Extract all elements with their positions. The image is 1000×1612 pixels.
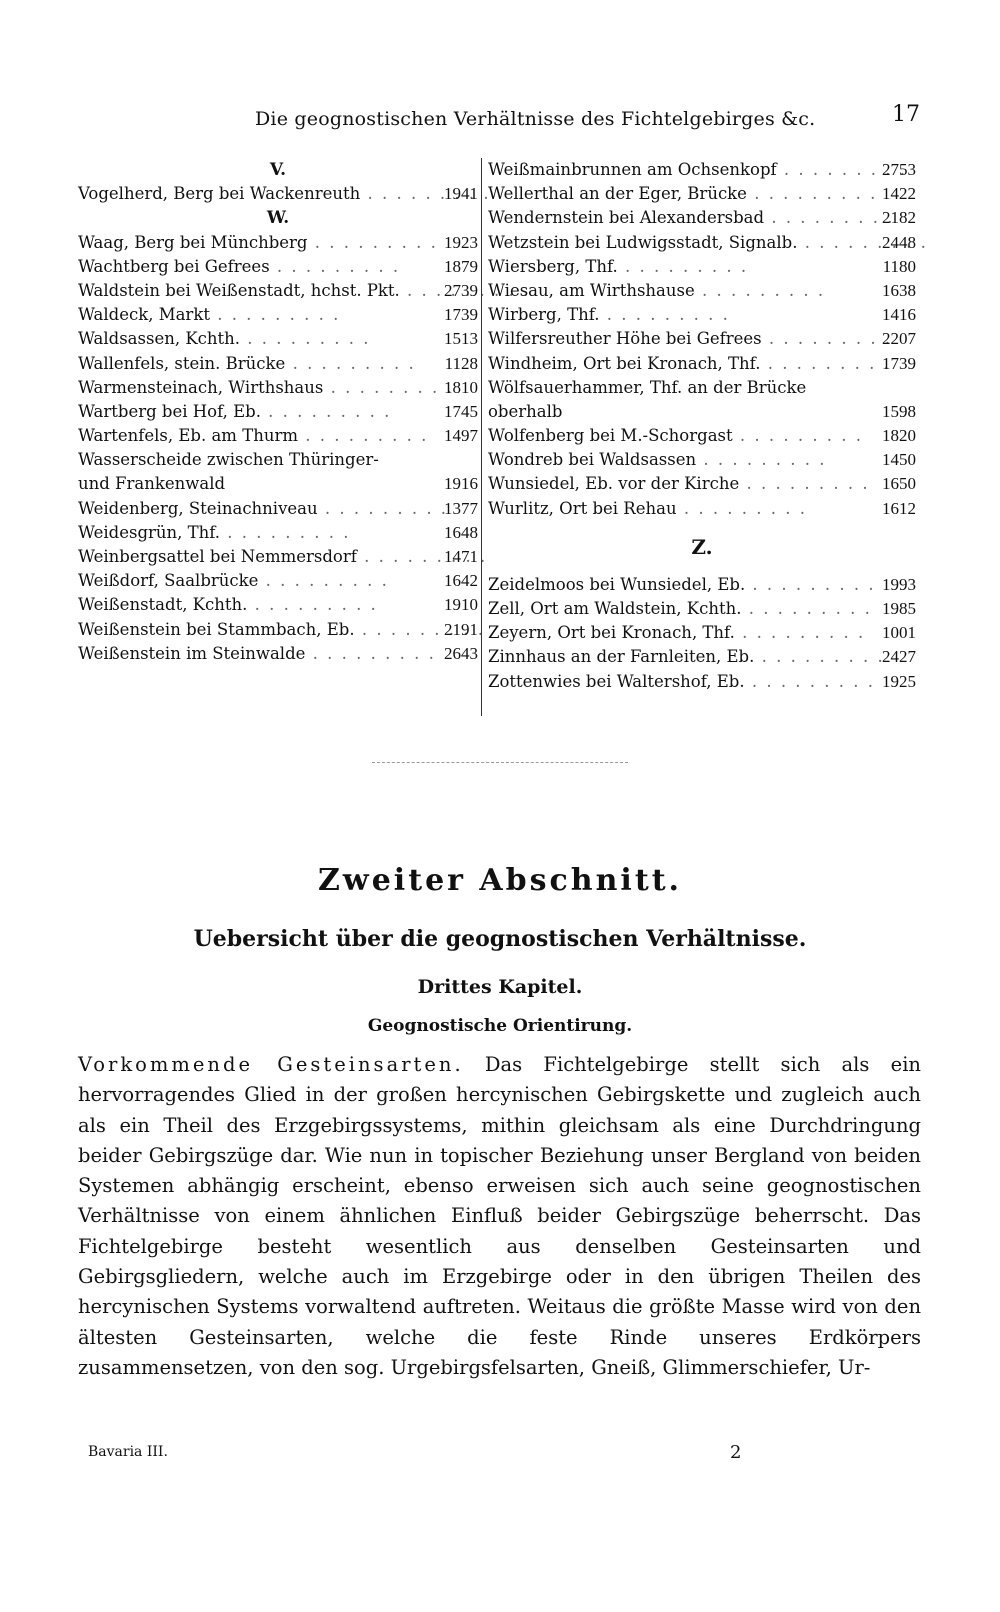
- index-entry: [488, 182, 916, 206]
- index-entry: [488, 255, 916, 279]
- column-divider: [481, 158, 482, 716]
- index-entry: [488, 352, 916, 376]
- entry-elevation: 2643: [444, 643, 478, 663]
- entry-elevation: 1820: [882, 426, 916, 446]
- entry-place-name: Waag, Berg bei Münchberg . . .: [78, 231, 438, 255]
- entry-elevation: 1650: [882, 474, 916, 494]
- entry-elevation: 1993: [882, 574, 916, 594]
- entry-elevation: 2448: [882, 232, 916, 252]
- index-entry: [488, 327, 916, 351]
- index-entry: [488, 645, 916, 669]
- index-entry: [488, 303, 916, 327]
- entry-place-name: Wartenfels, Eb. am Thurm . . .: [78, 424, 428, 448]
- entry-elevation: 1739: [444, 305, 478, 325]
- paragraph-text: Das Fichtelgebirge stellt sich als ein hervorragendes Glied in der großen hercynischen Gebirgskette und zugleich auch als ein Theil des Erzgebirgssystems, mithin gleichsam als eine Durchdringung beider Gebirgszüge dar. Wie nun in topischer Beziehung unser Bergland von beiden Systemen abhängig erscheint, ebenso erweisen sich auch seine geognostischen Verhältnisse von einem ähnlichen Einfluß beider Gebirgszüge beherrscht. Das Fichtelgebirge besteht wesentlich aus denselben Gesteinsarten und Gebirgsgliedern, welche auch im Erzgebirge oder in den übrigen Theilen des hercynischen Systems vorwaltend auftreten. Weitaus die größte Masse wird von den ältesten Gesteinsarten, welche die feste Rinde unseres Erdkörpers zusammensetzen, von den sog. Urgebirgsfelsarten, Gneiß, Glimmerschiefer, Ur-: [78, 1053, 921, 1379]
- entry-place-name: Zinnhaus an der Farnleiten, Eb. . . .: [488, 645, 885, 669]
- entry-place-name: Zottenwies bei Waltershof, Eb. . . .: [488, 670, 875, 694]
- index-entry: [78, 545, 478, 569]
- index-entry: [78, 400, 478, 424]
- entry-place-name: Weißenstein bei Stammbach, Eb. . . .: [78, 618, 485, 642]
- index-entry: [78, 327, 478, 351]
- entry-elevation: 1598: [882, 401, 916, 421]
- entry-place-name: Wondreb bei Waldsassen . . .: [488, 448, 827, 472]
- index-letter-heading: Z.: [691, 534, 713, 559]
- index-entry: [488, 376, 916, 424]
- section-separator: [372, 762, 628, 763]
- section-title: Zweiter Abschnitt.: [318, 863, 682, 898]
- entry-elevation: 1916: [444, 474, 478, 494]
- entry-place-name: Windheim, Ort bei Kronach, Thf. . . .: [488, 352, 891, 376]
- index-entry: [488, 597, 916, 621]
- page-header: [80, 104, 920, 138]
- entry-place-name: Weißdorf, Saalbrücke . . .: [78, 569, 389, 593]
- entry-place-name: Wiersberg, Thf. . . .: [488, 255, 748, 279]
- entry-place-name: Wendernstein bei Alexandersbad . . .: [488, 206, 895, 230]
- entry-elevation: 2427: [882, 647, 916, 667]
- entry-place-name: Weinbergsattel bei Nemmersdorf . . .: [78, 545, 487, 569]
- index-entry: [488, 424, 916, 448]
- index-entry: [78, 593, 478, 617]
- entry-place-name: Waldeck, Markt . . .: [78, 303, 340, 327]
- index-entry: [78, 303, 478, 327]
- entry-place-name: Wilfersreuther Höhe bei Gefrees . . .: [488, 327, 892, 351]
- entry-elevation: 2739: [444, 280, 478, 300]
- page-footer: [80, 1442, 780, 1472]
- entry-place-name: Wiesau, am Wirthshause . . .: [488, 279, 825, 303]
- section-headings: [80, 856, 920, 1040]
- entry-elevation: 1923: [444, 232, 478, 252]
- index-entry: [78, 255, 478, 279]
- entry-elevation: 1422: [882, 184, 916, 204]
- entry-elevation: 1497: [444, 426, 478, 446]
- entry-place-name: Wölfsauerhammer, Thf. an der Brücke oberhalb: [488, 377, 807, 421]
- entry-elevation: 1513: [444, 329, 478, 349]
- index-entry: [78, 182, 478, 206]
- entry-place-name: Zeyern, Ort bei Kronach, Thf. . . .: [488, 621, 865, 645]
- running-title: Die geognostischen Verhältnisse des Fichtelgebirges &c.: [255, 108, 816, 130]
- entry-place-name: Waldsassen, Kchth. . . .: [78, 327, 370, 351]
- entry-place-name: Wachtberg bei Gefrees . . .: [78, 255, 400, 279]
- index-entry: [488, 497, 916, 521]
- printer-signature: Bavaria III.: [88, 1444, 168, 1460]
- entry-elevation: 1810: [444, 377, 478, 397]
- entry-elevation: 1128: [444, 353, 478, 373]
- entry-place-name: Weidesgrün, Thf. . . .: [78, 521, 350, 545]
- entry-elevation: 1910: [444, 595, 478, 615]
- index-entry: [488, 472, 916, 496]
- index-entry: [78, 497, 478, 521]
- entry-elevation: 2207: [882, 329, 916, 349]
- entry-place-name: Wellerthal an der Eger, Brücke . . .: [488, 182, 877, 206]
- entry-place-name: Wunsiedel, Eb. vor der Kirche . . .: [488, 472, 870, 496]
- entry-elevation: 2753: [882, 160, 916, 179]
- entry-place-name: Warmensteinach, Wirthshaus . . .: [78, 376, 454, 400]
- entry-place-name: Zeidelmoos bei Wunsiedel, Eb. . . .: [488, 573, 876, 597]
- entry-elevation: 1612: [882, 498, 916, 518]
- entry-elevation: 1638: [882, 280, 916, 300]
- entry-elevation: 1377: [444, 498, 478, 518]
- entry-place-name: Wirberg, Thf. . . .: [488, 303, 730, 327]
- entry-elevation: 1180: [882, 256, 916, 276]
- entry-elevation: 1925: [882, 671, 916, 691]
- entry-elevation: 1985: [882, 599, 916, 619]
- index-entry: [488, 621, 916, 645]
- entry-place-name: Wasserscheide zwischen Thüringer- und Frankenwald: [78, 450, 379, 494]
- index-letter-heading: W.: [266, 208, 290, 229]
- entry-elevation: 1450: [882, 450, 916, 470]
- entry-elevation: 1642: [444, 571, 478, 591]
- entry-place-name: Weißenstadt, Kchth. . . .: [78, 593, 378, 617]
- entry-elevation: 1739: [882, 353, 916, 373]
- index-entry: [78, 376, 478, 400]
- topic-title: Geognostische Orientirung.: [367, 1016, 633, 1036]
- place-elevation-index: [78, 158, 916, 720]
- chapter-title: Drittes Kapitel.: [417, 976, 583, 998]
- index-entry: [488, 206, 916, 230]
- index-entry: [78, 569, 478, 593]
- index-entry: [78, 521, 478, 545]
- page-number: 17: [892, 102, 920, 127]
- entry-elevation: 1416: [882, 305, 916, 325]
- paragraph-lead: Vorkommende Gesteinsarten.: [78, 1053, 464, 1076]
- entry-place-name: Zell, Ort am Waldstein, Kchth. . . .: [488, 597, 872, 621]
- index-entry: [78, 424, 478, 448]
- index-entry: [488, 279, 916, 303]
- index-entry: [488, 158, 916, 182]
- index-entry: [488, 670, 916, 694]
- entry-place-name: Wurlitz, Ort bei Rehau . . .: [488, 497, 807, 521]
- entry-elevation: 1001: [882, 623, 916, 643]
- entry-elevation: 1471: [444, 547, 478, 567]
- index-entry: [488, 448, 916, 472]
- index-entry: [78, 448, 478, 496]
- entry-place-name: Weißmainbrunnen am Ochsenkopf . . .: [488, 158, 907, 182]
- entry-place-name: Weißenstein im Steinwalde . . .: [78, 642, 436, 666]
- entry-place-name: Wartberg bei Hof, Eb. . . .: [78, 400, 391, 424]
- sheet-number: 2: [730, 1442, 742, 1463]
- index-entry: [488, 573, 916, 597]
- index-right-column: [488, 158, 916, 694]
- entry-place-name: Wallenfels, stein. Brücke . . .: [78, 352, 416, 376]
- entry-place-name: Wetzstein bei Ludwigsstadt, Signalb. . . .: [488, 231, 928, 255]
- entry-place-name: Vogelherd, Berg bei Wackenreuth . . .: [78, 182, 491, 206]
- entry-elevation: 2182: [882, 208, 916, 228]
- index-entry: [78, 352, 478, 376]
- entry-elevation: 2191: [444, 619, 478, 639]
- entry-place-name: Wolfenberg bei M.-Schorgast . . .: [488, 424, 863, 448]
- index-entry: [78, 618, 478, 642]
- entry-elevation: 1941: [444, 184, 478, 204]
- entry-elevation: 1879: [444, 256, 478, 276]
- entry-elevation: 1745: [444, 401, 478, 421]
- entry-place-name: Weidenberg, Steinachniveau . . .: [78, 497, 448, 521]
- body-paragraph: [78, 1050, 921, 1383]
- index-entry: [78, 231, 478, 255]
- index-entry: [78, 279, 478, 303]
- section-subtitle: Uebersicht über die geognostischen Verhältnisse.: [193, 926, 807, 952]
- index-entry: [78, 642, 478, 666]
- index-letter-heading: V.: [269, 160, 287, 180]
- entry-elevation: 1648: [444, 522, 478, 542]
- index-left-column: [78, 158, 478, 666]
- entry-place-name: Waldstein bei Weißenstadt, hchst. Pkt. . . .: [78, 279, 530, 303]
- index-entry: [488, 231, 916, 255]
